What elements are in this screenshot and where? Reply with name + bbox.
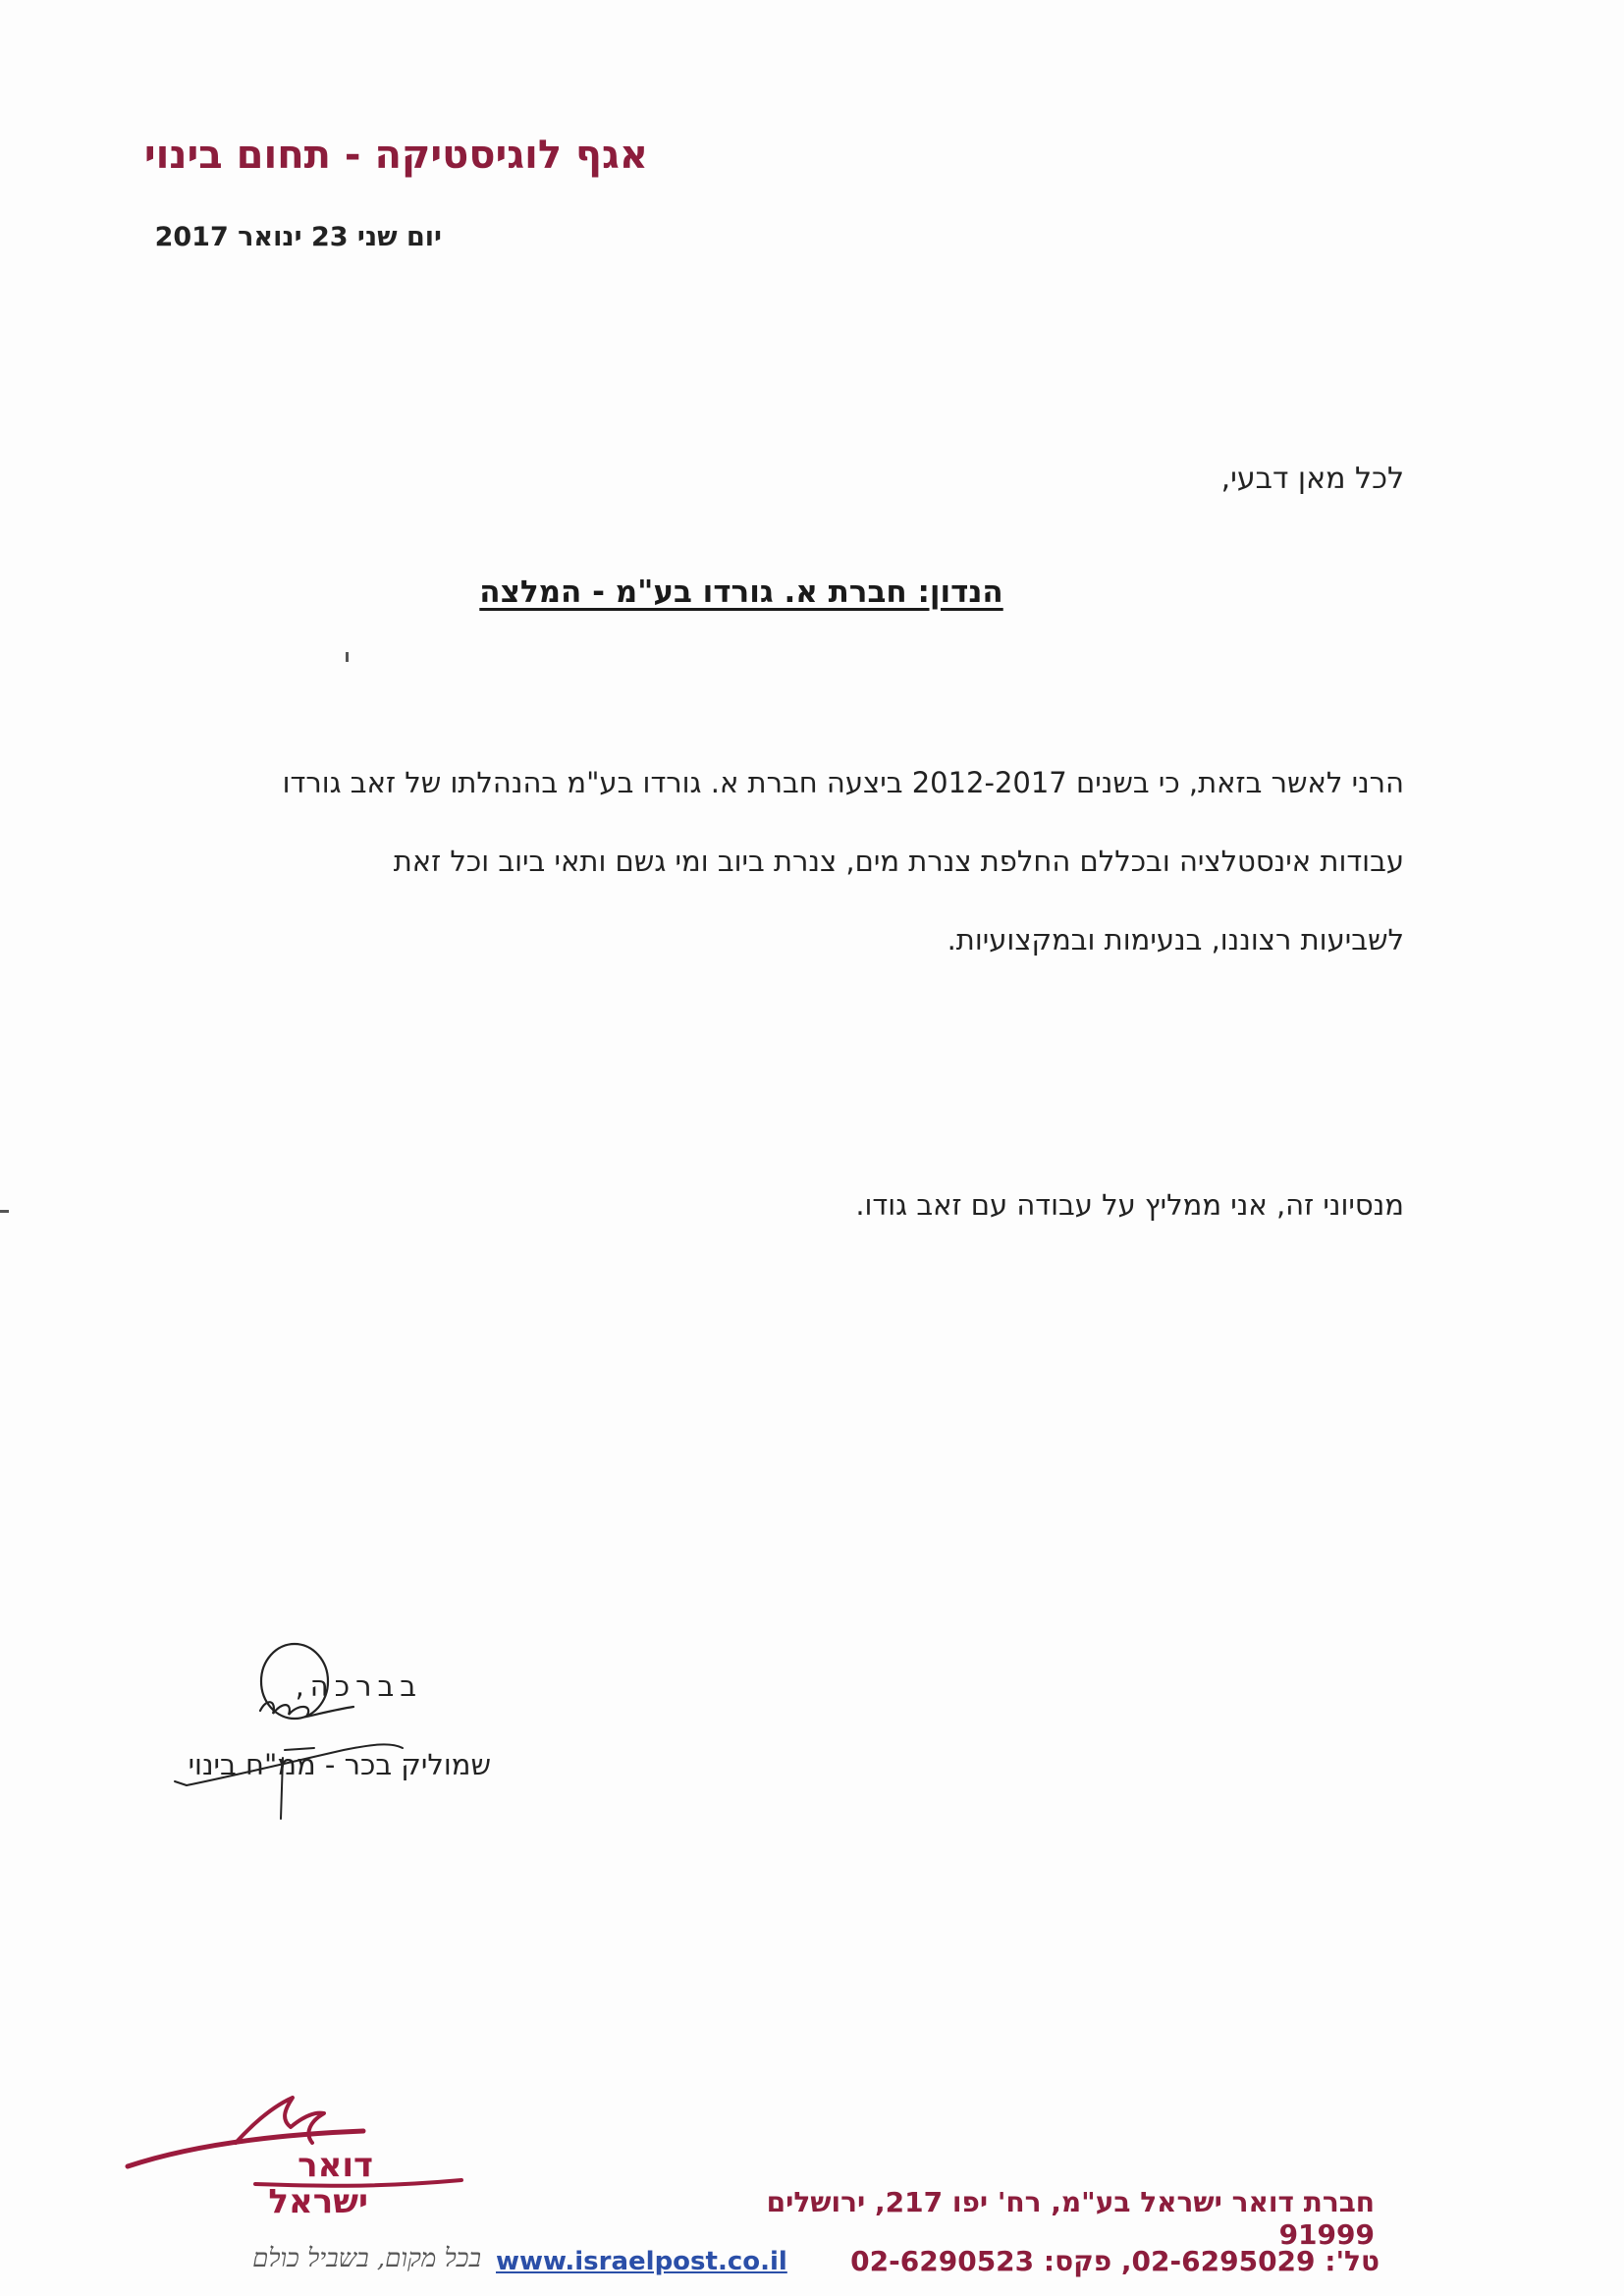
body-line-2: עבודות אינסטלציה ובכללם החלפת צנרת מים, צנרת ביוב ומי גשם ותאי ביוב וכל זאת: [393, 845, 1404, 878]
stray-mark: [0, 1210, 9, 1213]
logo-slogan: בכל מקום, בשביל כולם: [252, 2244, 481, 2273]
footer-website-link[interactable]: www.israelpost.co.il: [496, 2247, 787, 2276]
logo-word-israel: ישראל: [268, 2182, 368, 2221]
footer-phones: טל': 02-6295029, פקס: 02-6290523: [850, 2245, 1380, 2277]
closing-line: מנסיוני זה, אני ממליץ על עבודה עם זאב גודו.: [855, 1188, 1404, 1222]
signer-name: שמוליק בכר - ממ"ח בינוי: [188, 1748, 491, 1781]
footer-address: חברת דואר ישראל בע"מ, רח' יפו 217, ירושלים 91999: [766, 2186, 1375, 2251]
subject-text: הנדון: חברת א. גורדו בע"מ - המלצה: [479, 574, 1003, 610]
blessing: בברכה,: [295, 1669, 422, 1703]
department-title: אגף לוגיסטיקה - תחום בינוי: [143, 133, 648, 178]
letter-date: יום שני 23 ינואר 2017: [154, 222, 442, 252]
salutation: לכל מאן דבעי,: [1220, 462, 1404, 496]
body-line-3: לשביעות רצוננו, בנעימות ובמקצועיות.: [947, 923, 1404, 957]
subject-line: [422, 574, 1060, 610]
stray-mark: [346, 652, 349, 662]
logo-word-post: דואר: [298, 2146, 373, 2185]
handwritten-signature: [167, 1640, 461, 1836]
body-line-1: הרני לאשר בזאת, כי בשנים 2012-2017 ביצעה חברת א. גורדו בע"מ בהנהלתו של זאב גורדו: [282, 766, 1404, 799]
